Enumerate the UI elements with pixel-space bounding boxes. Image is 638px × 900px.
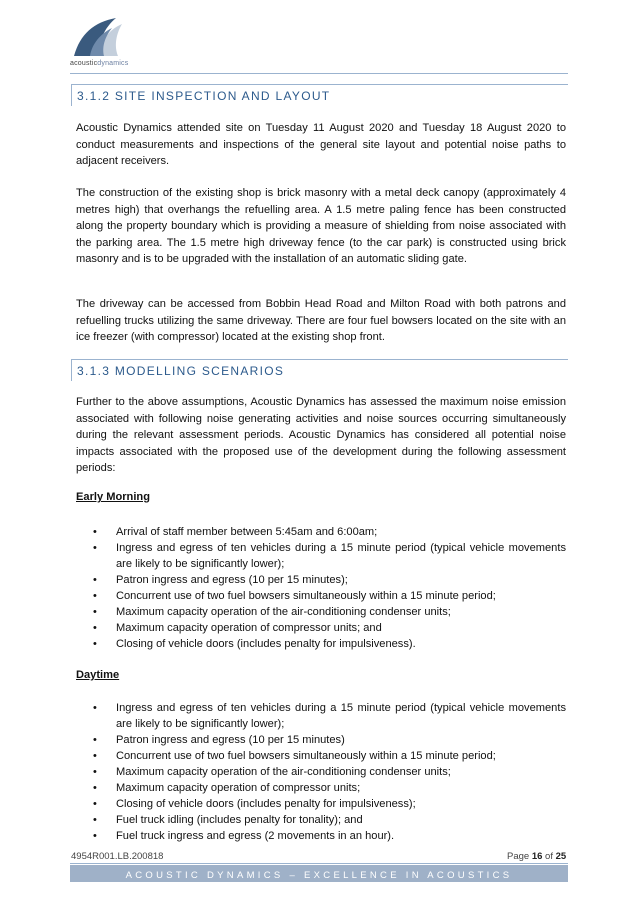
bullet-icon: • (93, 782, 97, 794)
bullet-icon: • (93, 766, 97, 778)
footer-tagline-band (70, 865, 568, 882)
list-item: • Concurrent use of two fuel bowsers simultaneously within a 15 minute period; (93, 590, 496, 602)
list-item: • Maximum capacity operation of the air-conditioning condenser units; (93, 766, 451, 778)
list-item: • Concurrent use of two fuel bowsers simultaneously within a 15 minute period; (93, 750, 496, 762)
bullet-icon: • (93, 638, 97, 650)
header-rule (70, 73, 568, 74)
bullet-icon: • (93, 798, 97, 810)
company-logo (70, 12, 142, 72)
bullet-icon: • (93, 542, 97, 554)
page-current: 16 (531, 851, 543, 862)
list-item: • Closing of vehicle doors (includes penalty for impulsiveness). (93, 638, 416, 650)
list-item: • Fuel truck ingress and egress (2 movements in an hour). (93, 830, 395, 842)
logo-wordmark-light: dynamics (97, 60, 129, 67)
list-item: • Maximum capacity operation of compressor units; (93, 782, 361, 794)
list-item: • Fuel truck idling (includes penalty for tonality); and (93, 814, 363, 826)
bullet-icon: • (93, 590, 97, 602)
list-item: • Patron ingress and egress (10 per 15 minutes) (93, 734, 345, 746)
list-item: • Arrival of staff member between 5:45am and 6:00am; (93, 526, 378, 538)
list-item: • Ingress and egress of ten vehicles during a 15 minute period (typical vehicle movements are likely to be significantly lower); (93, 542, 566, 570)
paragraph-site-attendance: Acoustic Dynamics attended site on Tuesday 11 August 2020 and Tuesday 18 August 2020 to conduct measurements and inspections of the general site layout and potential noise paths to adjacent receivers. (76, 122, 566, 167)
bullet-icon: • (93, 606, 97, 618)
subheading-daytime: Daytime (76, 669, 120, 681)
bullet-icon: • (93, 622, 97, 634)
footer-rule (70, 863, 568, 864)
paragraph-modelling-intro: Further to the above assumptions, Acoustic Dynamics has assessed the maximum noise emission associated with following noise generating activities and noise sources occurring simultaneously during the relevant assessment periods. Acoustic Dynamics has considered all potential noise impacts associated with the proposed use of the development during the following assessment periods: (76, 396, 566, 474)
bullet-icon: • (93, 814, 97, 826)
paragraph-construction: The construction of the existing shop is brick masonry with a metal deck canopy (approximately 4 metres high) that overhangs the refuelling area. A 1.5 metre paling fence has been constructed along the property boundary which is providing a measure of shielding from noise associated with the parking area. The 1.5 metre high driveway fence (to the car park) is constructed using brick masonry and is to be upgraded with the installation of an automatic sliding gate. (76, 187, 566, 265)
logo-wordmark-bold: acoustic (70, 60, 98, 67)
section-heading-text: 3.1.2 SITE INSPECTION AND LAYOUT (77, 89, 331, 103)
bullet-icon: • (93, 734, 97, 746)
page-number: Page 16 of 25 (507, 851, 567, 862)
section-heading-modelling-scenarios (71, 359, 568, 381)
page-total: 25 (555, 851, 567, 862)
list-early-morning (76, 524, 566, 652)
bullet-icon: • (93, 830, 97, 842)
list-item: • Closing of vehicle doors (includes penalty for impulsiveness); (93, 798, 416, 810)
bullet-icon: • (93, 526, 97, 538)
list-item: • Ingress and egress of ten vehicles during a 15 minute period (typical vehicle movements are likely to be significantly lower); (93, 702, 566, 730)
section-heading-site-inspection (71, 84, 568, 106)
logo-wordmark (70, 60, 128, 67)
subheading-early-morning: Early Morning (76, 491, 150, 503)
bullet-icon: • (93, 574, 97, 586)
section-heading-text: 3.1.3 MODELLING SCENARIOS (77, 364, 285, 378)
list-item: • Maximum capacity operation of compressor units; and (93, 622, 382, 634)
bullet-icon: • (93, 750, 97, 762)
bullet-icon: • (93, 702, 97, 714)
footer-tagline: ACOUSTIC DYNAMICS – EXCELLENCE IN ACOUSTICS (125, 870, 513, 881)
list-item: • Patron ingress and egress (10 per 15 minutes); (93, 574, 348, 586)
logo-sails-icon (70, 12, 130, 60)
document-reference: 4954R001.LB.200818 (71, 851, 164, 862)
list-item: • Maximum capacity operation of the air-conditioning condenser units; (93, 606, 451, 618)
paragraph-driveway: The driveway can be accessed from Bobbin Head Road and Milton Road with both patrons and refuelling trucks utilizing the same driveway. There are four fuel bowsers located on the site with an ice freezer (with compressor) located at the existing shop front. (76, 298, 566, 343)
list-daytime (76, 700, 566, 844)
